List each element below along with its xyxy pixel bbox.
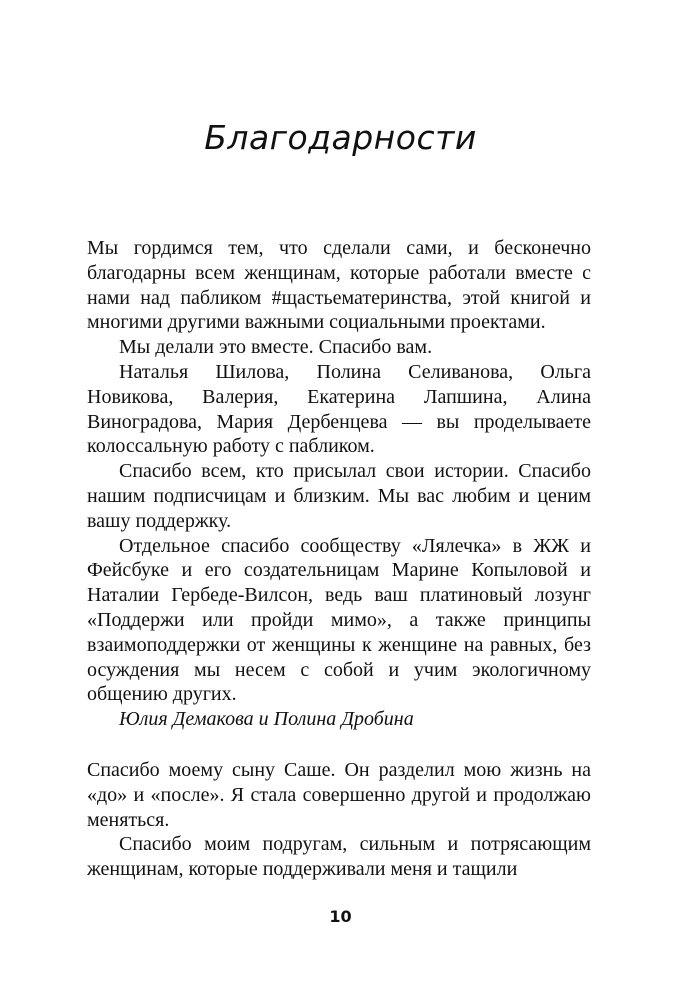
page-number: 10 (329, 907, 352, 926)
paragraph: Мы гордимся тем, что сделали сами, и бесконечно благодарны всем женщинам, которые работали вместе с нами над пабликом #щастьематеринства, этой книгой и многими другими важными социальными проектами. (87, 237, 591, 334)
paragraph: Спасибо моему сыну Саше. Он разделил мою жизнь на «до» и «после». Я стала совершенно другой и продолжаю меняться. (87, 759, 591, 831)
paragraph: Спасибо всем, кто присылал свои истории. Спасибо нашим подписчицам и близким. Мы вас любим и ценим вашу поддержку. (87, 460, 591, 532)
paragraph: Спасибо моим подругам, сильным и потрясающим женщинам, которые поддерживали меня и тащили (87, 833, 591, 881)
paragraph: Мы делали это вместе. Спасибо вам. (119, 336, 433, 359)
acknowledgements-section-2 (87, 758, 591, 882)
paragraph: Наталья Шилова, Полина Селиванова, Ольга Новикова, Валерия, Екатерина Лапшина, Алина Виноградова, Мария Дербенцева — вы проделываете колоссальную работу с пабликом. (87, 360, 591, 458)
acknowledgements-section-1 (87, 236, 591, 732)
paragraph: Отдельное спасибо сообществу «Лялечка» в ЖЖ и Фейсбуке и его создательницам Марине Копыловой и Наталии Гербеде-Вилсон, ведь ваш платиновый лозунг «Поддержи или пройди мимо», а также принципы взаимоподдержки от женщины к женщине на равных, без осуждения мы несем с собой и учим экологичному общению других. (87, 534, 591, 706)
page-title: Благодарности (204, 118, 477, 157)
signature: Юлия Демакова и Полина Дробина (119, 708, 414, 731)
